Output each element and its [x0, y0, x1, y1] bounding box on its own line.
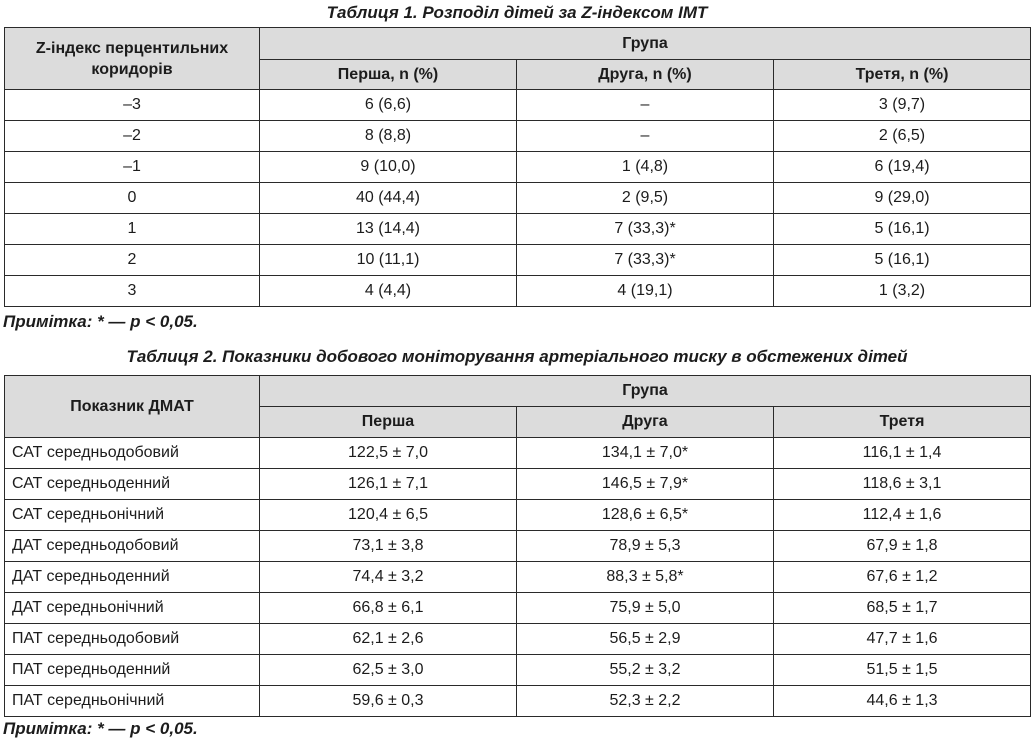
table1-column-header: Друга, n (%)	[517, 60, 774, 90]
table-cell: 122,5 ± 7,0	[260, 438, 517, 469]
table2-column-header: Третя	[774, 407, 1031, 438]
table-row	[5, 121, 1031, 152]
table-cell: 5 (16,1)	[774, 245, 1031, 276]
table-cell: 0	[5, 183, 260, 214]
table1-caption: Таблиця 1. Розподіл дітей за Z-індексом ІМТ	[326, 3, 708, 22]
table-cell: ДАТ середньонічний	[5, 593, 260, 624]
table-cell: 73,1 ± 3,8	[260, 531, 517, 562]
table-cell: САТ середньоденний	[5, 469, 260, 500]
table-cell: 56,5 ± 2,9	[517, 624, 774, 655]
table-cell: 116,1 ± 1,4	[774, 438, 1031, 469]
table-row	[5, 245, 1031, 276]
table-cell: 9 (10,0)	[260, 152, 517, 183]
table1	[4, 27, 1031, 307]
table-cell: –1	[5, 152, 260, 183]
table-cell: 7 (33,3)*	[517, 214, 774, 245]
table-row	[5, 183, 1031, 214]
table-row	[5, 276, 1031, 307]
table-cell: 62,5 ± 3,0	[260, 655, 517, 686]
table-cell: 88,3 ± 5,8*	[517, 562, 774, 593]
table-cell: 128,6 ± 6,5*	[517, 500, 774, 531]
table-cell: 2 (6,5)	[774, 121, 1031, 152]
table2-column-header: Друга	[517, 407, 774, 438]
table2	[4, 375, 1031, 717]
table2-group-header: Група	[260, 376, 1031, 407]
table-cell: 74,4 ± 3,2	[260, 562, 517, 593]
table1-note: Примітка: * — p < 0,05.	[3, 312, 198, 331]
table-row	[5, 686, 1031, 717]
table-row	[5, 562, 1031, 593]
table-cell: –3	[5, 90, 260, 121]
table-cell: 112,4 ± 1,6	[774, 500, 1031, 531]
table-cell: 120,4 ± 6,5	[260, 500, 517, 531]
table-cell: ПАТ середньодобовий	[5, 624, 260, 655]
table-cell: 1 (3,2)	[774, 276, 1031, 307]
table-cell: 4 (4,4)	[260, 276, 517, 307]
table2-caption: Таблиця 2. Показники добового моніторування артеріального тиску в обстежених дітей	[126, 347, 908, 366]
table2-corner-header: Показник ДМАТ	[5, 376, 260, 438]
table-cell: 59,6 ± 0,3	[260, 686, 517, 717]
table-cell: –	[517, 90, 774, 121]
table-cell: 10 (11,1)	[260, 245, 517, 276]
table1-corner-header: Z-індекс перцентильних коридорів	[5, 28, 260, 90]
table2-note: Примітка: * — p < 0,05.	[3, 719, 198, 738]
table-cell: ПАТ середньонічний	[5, 686, 260, 717]
table-cell: 3	[5, 276, 260, 307]
table-cell: 6 (6,6)	[260, 90, 517, 121]
table-cell: 78,9 ± 5,3	[517, 531, 774, 562]
table-cell: САТ середньонічний	[5, 500, 260, 531]
table-cell: 5 (16,1)	[774, 214, 1031, 245]
table-row	[5, 655, 1031, 686]
table-cell: 3 (9,7)	[774, 90, 1031, 121]
table-cell: 2 (9,5)	[517, 183, 774, 214]
table1-column-header: Третя, n (%)	[774, 60, 1031, 90]
table-row	[5, 469, 1031, 500]
table1-group-header: Група	[260, 28, 1031, 60]
table-row	[5, 500, 1031, 531]
table-row	[5, 152, 1031, 183]
table-row	[5, 531, 1031, 562]
table-cell: 44,6 ± 1,3	[774, 686, 1031, 717]
table-cell: 1 (4,8)	[517, 152, 774, 183]
table-cell: 118,6 ± 3,1	[774, 469, 1031, 500]
table-cell: 47,7 ± 1,6	[774, 624, 1031, 655]
table-cell: 126,1 ± 7,1	[260, 469, 517, 500]
table-cell: ДАТ середньоденний	[5, 562, 260, 593]
table-cell: 13 (14,4)	[260, 214, 517, 245]
table-row	[5, 90, 1031, 121]
table-cell: 7 (33,3)*	[517, 245, 774, 276]
table-cell: 75,9 ± 5,0	[517, 593, 774, 624]
table-cell: 4 (19,1)	[517, 276, 774, 307]
table-cell: 52,3 ± 2,2	[517, 686, 774, 717]
table-cell: 2	[5, 245, 260, 276]
table-cell: 9 (29,0)	[774, 183, 1031, 214]
table-row	[5, 438, 1031, 469]
table-cell: 67,9 ± 1,8	[774, 531, 1031, 562]
table-cell: 62,1 ± 2,6	[260, 624, 517, 655]
table-cell: 1	[5, 214, 260, 245]
table-cell: 67,6 ± 1,2	[774, 562, 1031, 593]
table2-column-header: Перша	[260, 407, 517, 438]
table-cell: 146,5 ± 7,9*	[517, 469, 774, 500]
table-cell: 40 (44,4)	[260, 183, 517, 214]
table-cell: 8 (8,8)	[260, 121, 517, 152]
table-cell: 51,5 ± 1,5	[774, 655, 1031, 686]
table1-column-header: Перша, n (%)	[260, 60, 517, 90]
table-cell: –2	[5, 121, 260, 152]
table-cell: –	[517, 121, 774, 152]
table-cell: 68,5 ± 1,7	[774, 593, 1031, 624]
table-row	[5, 624, 1031, 655]
table-cell: САТ середньодобовий	[5, 438, 260, 469]
table-cell: 6 (19,4)	[774, 152, 1031, 183]
table-row	[5, 593, 1031, 624]
table-cell: 134,1 ± 7,0*	[517, 438, 774, 469]
table-cell: ДАТ середньодобовий	[5, 531, 260, 562]
table-cell: 66,8 ± 6,1	[260, 593, 517, 624]
table-cell: ПАТ середньоденний	[5, 655, 260, 686]
table-cell: 55,2 ± 3,2	[517, 655, 774, 686]
table-row	[5, 214, 1031, 245]
